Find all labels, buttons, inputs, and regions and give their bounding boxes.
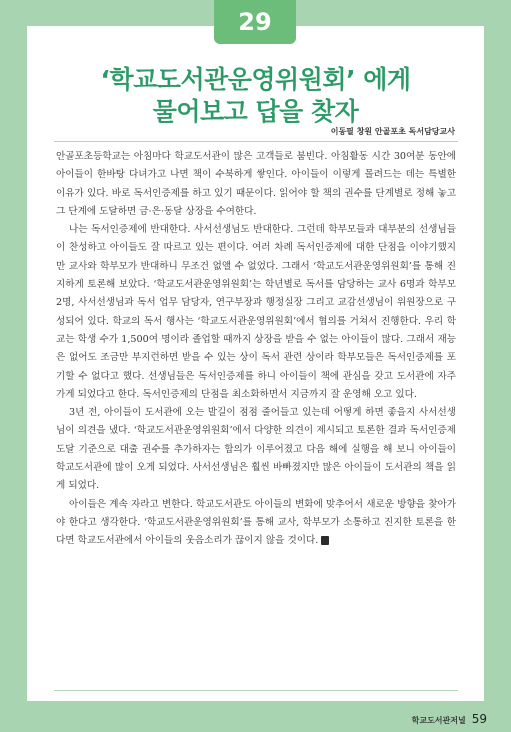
title-line-2: 물어보고 답을 찾자 [152,97,359,126]
author-byline: 이동필 창원 안골포초 독서담당교사 [330,127,455,136]
top-divider [54,141,458,142]
bottom-divider [54,690,458,691]
paragraph-1: 안골포초등학교는 아침마다 학교도서관이 많은 고객들로 붐빈다. 아침활동 시간 30여분 동안에 아이들이 한바탕 다녀가고 나면 책이 수북하게 쌓인다. 아이들이 이렇게 몰려드는 데는 특별한 이유가 있다. 바로 독서인증제를 하고 있기 때문이다. 읽어야 할 책의 권수를 단계별로 정해 놓고 그 단계에 도달하면 금·은·동달 상장을 수여한다. [56,151,456,217]
page-footer [412,712,487,726]
title-line-1: ‘학교도서관운영위원회’ 에게 [100,65,411,94]
article-body [56,148,456,551]
article-number: 29 [238,8,272,36]
page-number: 59 [471,712,487,726]
journal-name: 학교도서관저널 [411,716,466,725]
paragraph-2: 나는 독서인증제에 반대한다. 사서선생님도 반대한다. 그런데 학부모들과 대부분의 선생님들이 찬성하고 아이들도 잘 따르고 있는 편이다. 여러 차례 독서인증제에 대한 단점을 이야기했지만 교사와 학부모가 반대하니 무조건 없앨 수 없었다. 그래서 ‘학교도서관운영위원회’를 통해 진지하게 토론해 보았다. ‘학교도서관운영위원회’는 학년별로 독서를 담당하는 교사 6명과 학부모 2명, 사서선생님과 독서 업무 담당자, 연구부장과 행정실장 그리고 교감선생님이 위원장으로 구성되어 있다. 학교의 독서 행사는 ‘학교도서관운영위원회’에서 협의를 거쳐서 진행한다. 우리 학교는 학생 수가 1,500여 명이라 졸업할 때까지 상장을 받을 수 없는 아이들이 많다. 그래서 재능은 없어도 조금만 부지런하면 받을 수 있는 상이 독서 관련 상이라 학부모들은 독서인증제를 포기할 수 없다고 했다. 선생님들은 독서인증제를 하니 아이들이 책에 관심을 갖고 도서관에 자주 가게 되었다고 한다. 독서인증제의 단점을 최소화하면서 지금까지 잘 운영해 오고 있다. [56,224,456,400]
number-tab [214,0,296,44]
end-mark-icon [321,536,329,545]
paragraph-3: 3년 전, 아이들이 도서관에 오는 발길이 점점 줄어들고 있는데 어떻게 하면 좋을지 사서선생님이 의견을 냈다. ‘학교도서관운영위원회’에서 다양한 의견이 제시되고 토론한 결과 독서인증제 도달 기준으로 대출 권수를 추가하자는 합의가 이루어졌고 다음 해에 실행을 해 보니 아이들이 학교도서관에 많이 오게 되었다. 사서선생님은 훨씬 바빠졌지만 많은 아이들이 도서관의 책을 읽게 되었다. [56,407,456,492]
paragraph-4-text: 아이들은 계속 자라고 변한다. 학교도서관도 아이들의 변화에 맞추어서 새로운 방향을 찾아가야 한다고 생각한다. ‘학교도서관운영위원회’를 통해 교사, 학부모가 소통하고 진지한 토론을 한다면 학교도서관에서 아이들의 웃음소리가 끊이지 않을 것이다. [56,498,456,547]
paragraph-4 [56,496,456,551]
